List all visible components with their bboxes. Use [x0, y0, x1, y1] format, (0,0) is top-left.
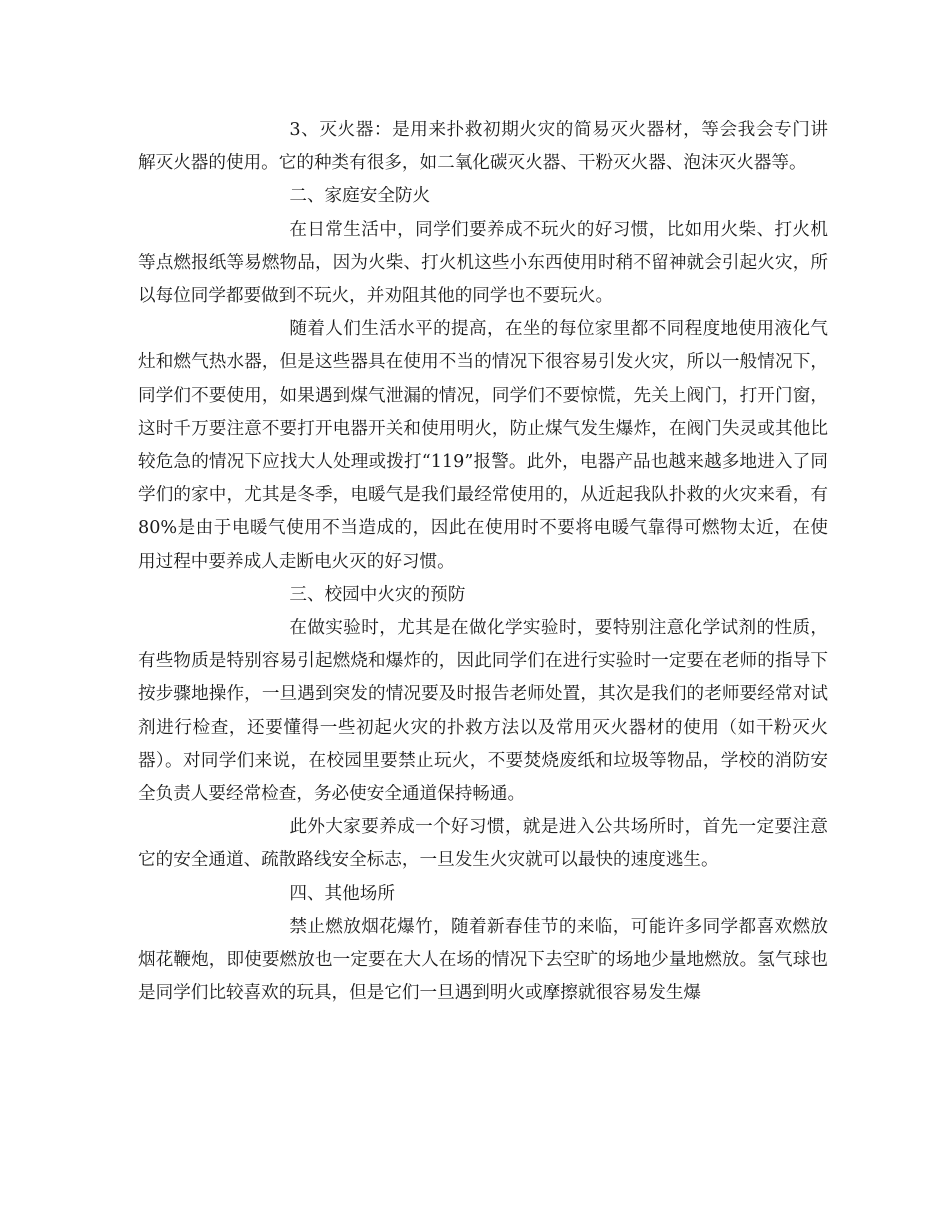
paragraph-lab-safety: 在做实验时，尤其是在做化学实验时，要特别注意化学试剂的性质，有些物质是特别容易引起燃烧和爆炸的，因此同学们在进行实验时一定要在老师的指导下按步骤地操作，一旦遇到突发的情况要及时报告老师处置，其次是我们的老师要经常对试剂进行检查，还要懂得一些初起火灾的扑救方法以及常用灭火器材的使用（如干粉灭火器）。对同学们来说，在校园里要禁止玩火，不要焚烧废纸和垃圾等物品，学校的消防安全负责人要经常检查，务必使安全通道保持畅通。	[138, 618, 828, 805]
section-heading-home-fire-safety: 二、家庭安全防火	[289, 186, 431, 207]
document-body	[138, 114, 828, 1010]
paragraph-fire-extinguisher: 3、灭火器：是用来扑救初期火灾的简易灭火器材，等会我会专门讲解灭火器的使用。它的种类有很多，如二氧化碳灭火器、干粉灭火器、泡沫灭火器等。	[138, 120, 828, 174]
paragraph-no-playing-with-fire: 在日常生活中，同学们要养成不玩火的好习惯，比如用火柴、打火机等点燃报纸等易燃物品，因为火柴、打火机这些小东西使用时稍不留神就会引起火灾，所以每位同学都要做到不玩火，并劝阻其他的同学也不要玩火。	[138, 219, 828, 307]
paragraph-fireworks: 禁止燃放烟花爆竹，随着新春佳节的来临，可能许多同学都喜欢燃放烟花鞭炮，即使要燃放也一定要在大人在场的情况下去空旷的场地少量地燃放。氢气球也是同学们比较喜欢的玩具，但是它们一旦遇到明火或摩擦就很容易发生爆	[138, 916, 828, 1004]
paragraph-public-places-exits: 此外大家要养成一个好习惯，就是进入公共场所时，首先一定要注意它的安全通道、疏散路线安全标志，一旦发生火灾就可以最快的速度逃生。	[138, 817, 828, 871]
section-heading-other-places: 四、其他场所	[289, 883, 395, 904]
section-heading-campus-fire-prevention: 三、校园中火灾的预防	[289, 584, 466, 605]
paragraph-gas-and-heater-safety: 随着人们生活水平的提高，在坐的每位家里都不同程度地使用液化气灶和燃气热水器，但是这些器具在使用不当的情况下很容易引发火灾，所以一般情况下，同学们不要使用，如果遇到煤气泄漏的情况，同学们不要惊慌，先关上阀门，打开门窗，这时千万要注意不要打开电器开关和使用明火，防止煤气发生爆炸，在阀门失灵或其他比较危急的情况下应找大人处理或拨打“119”报警。此外，电器产品也越来越多地进入了同学们的家中，尤其是冬季，电暖气是我们最经常使用的，从近起我队扑救的火灾来看，有80%是由于电暖气使用不当造成的，因此在使用时不要将电暖气靠得可燃物太近，在使用过程中要养成人走断电火灭的好习惯。	[138, 319, 828, 572]
